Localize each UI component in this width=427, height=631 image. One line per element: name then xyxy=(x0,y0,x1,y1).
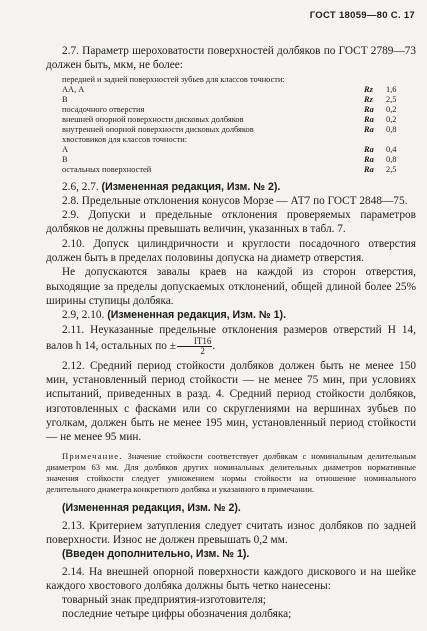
table-row-label: А xyxy=(62,145,69,155)
table-row-value: 1,6 xyxy=(386,84,397,94)
table-row-label: остальных поверхностей xyxy=(62,165,152,175)
page-header: ГОСТ 18059—80 С. 17 xyxy=(309,10,415,21)
table-row xyxy=(62,125,404,135)
revision-note-2-9-2-10 xyxy=(46,308,416,322)
roughness-table xyxy=(62,75,404,176)
table-row xyxy=(62,115,404,125)
table-row-label: АА, А xyxy=(62,84,85,94)
clause-2-7: 2.7. Параметр шероховатости поверхностей долбяков по ГОСТ 2789—73 должен быть, мкм, не более: xyxy=(46,45,416,72)
fraction-numerator: IT16 xyxy=(177,337,213,347)
table-row-label: В xyxy=(62,94,68,104)
clause-2-13: 2.13. Критерием затупления следует считать износ долбяков по задней поверхности. Износ не должен превышать 0,2 мм. xyxy=(46,519,416,546)
clause-numbers: 2.6, 2.7. xyxy=(62,180,99,193)
document-body xyxy=(46,44,416,622)
table-row-symbol: Ra xyxy=(364,104,374,114)
clause-2-10-continued: Не допускаются завалы краев на каждой из сторон отверстия, выходящие за пределы допускаемых отклонений, общей длиной более 25% ширины ступицы долбяка. xyxy=(46,266,416,307)
table-row-symbol: Ra xyxy=(364,145,374,155)
table-row xyxy=(62,165,404,175)
revision-note-2-12 xyxy=(46,501,416,515)
table-row xyxy=(62,85,404,95)
table-row-label: В xyxy=(62,155,68,165)
clause-2-11-text: 2.11. Неуказанные предельные отклонения размеров отверстий Н 14, валов h 14, остальных по ± xyxy=(46,323,416,352)
revision-note-2-6-2-7 xyxy=(46,180,416,194)
revision-text: (Измененная редакция, Изм. № 2). xyxy=(101,180,281,193)
table-row-label: хвостовиков для классов точности: xyxy=(62,135,188,145)
table-row-value: 0,8 xyxy=(386,125,397,135)
revision-text: (Измененная редакция, Изм. № 2). xyxy=(62,502,241,515)
table-row-value: 0,8 xyxy=(386,155,397,165)
table-row-symbol: Ra xyxy=(364,155,374,165)
note xyxy=(46,451,416,496)
table-row xyxy=(62,75,404,85)
table-row-symbol: Rz xyxy=(364,84,373,94)
list-item: товарный знак предприятия-изготовителя; xyxy=(62,594,266,607)
revision-text: (Измененная редакция, Изм. № 1). xyxy=(107,309,287,322)
table-row xyxy=(62,135,404,145)
table-row-symbol: Rz xyxy=(364,94,373,104)
fraction xyxy=(177,335,216,356)
clause-2-14: 2.14. На внешней опорной поверхности каждого дискового и на шейке каждого хвостового долбяка должны быть четко нанесены: xyxy=(46,565,416,592)
clause-2-11 xyxy=(46,323,416,356)
table-row-value: 0,2 xyxy=(386,104,397,114)
table-row xyxy=(62,105,404,115)
table-row-symbol: Ra xyxy=(364,125,374,135)
table-row xyxy=(62,155,404,165)
table-row-value: 0,2 xyxy=(386,114,397,124)
table-row-label: передней и задней поверхностей зубьев для классов точности: xyxy=(62,74,285,84)
table-row-value: 2,5 xyxy=(386,94,397,104)
table-row-value: 2,5 xyxy=(386,165,397,175)
revision-note-2-13 xyxy=(46,547,416,561)
clause-2-12: 2.12. Средний период стойкости долбяков должен быть не менее 150 мин, установленный период стойкости — не менее 75 мин, при условиях испытаний, приведенных в разд. 4. Средний период стойкости долбяков, изготовленных с фасками или со скруглениями на вершинах зубьев по уголкам, должен быть не менее 195 мин, установленный период стойкости — не менее 95 мин. xyxy=(46,359,416,444)
table-row-label: посадочного отверстия xyxy=(62,104,145,114)
table-row xyxy=(62,145,404,155)
clause-2-8: 2.8. Предельные отклонения конусов Морзе — АТ7 по ГОСТ 2848—75. xyxy=(62,194,408,207)
table-row xyxy=(62,95,404,105)
clause-2-11-end: . xyxy=(212,339,216,352)
table-row-symbol: Ra xyxy=(364,165,374,175)
table-row-label: внутренней опорной поверхности дисковых долбяков xyxy=(62,125,254,135)
note-label: Примечание. xyxy=(62,450,123,461)
revision-text: (Введен дополнительно, Изм. № 1). xyxy=(62,548,250,561)
table-row-label: внешней опорной поверхности дисковых долбяков xyxy=(62,114,244,124)
clause-numbers: 2.9, 2.10. xyxy=(62,309,105,322)
clause-2-9: 2.9. Допуски и предельные отклонения проверяемых параметров долбяков не должны превышать величин, указанных в табл. 7. xyxy=(46,209,416,236)
list-item: последние четыре цифры обозначения долбяка; xyxy=(62,608,292,621)
clause-2-10: 2.10. Допуск цилиндричности и круглости посадочного отверстия должен быть в пределах половины допуска на диаметр отверстия. xyxy=(46,237,416,265)
table-row-symbol: Ra xyxy=(364,114,374,124)
fraction-denominator: 2 xyxy=(200,345,205,356)
note-text: Значение стойкости соответствует долбякам с номинальным делительным диаметром 63 мм. Для долбяков других номинальных делительных диаметров нормативные значения стойкости следует умножением нормы стойкости на отношение номинального делительного диаметра конкретного долбяка и указанного в примечании. xyxy=(46,450,416,495)
table-row-value: 0,4 xyxy=(386,145,397,155)
